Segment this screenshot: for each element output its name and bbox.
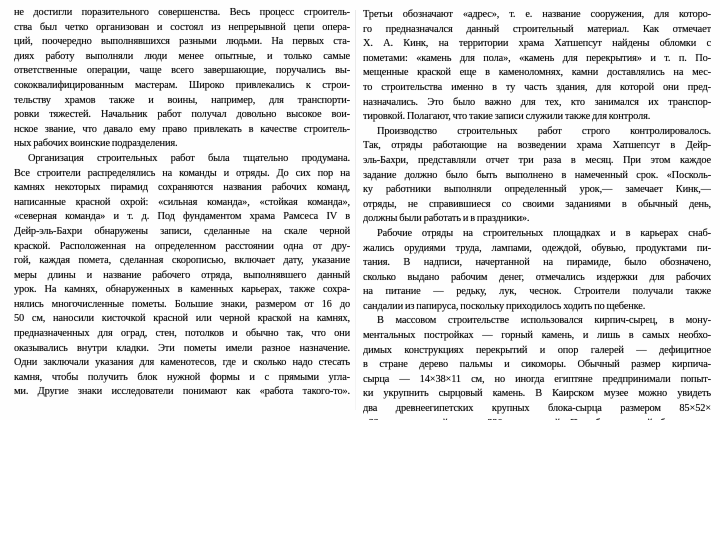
text-line: тировкой. Полагают, что такие записи служили также для контроля. bbox=[363, 111, 651, 123]
text-line: не достигли поразительного совершенства. Весь процесс строитель- bbox=[14, 7, 350, 18]
text-line: ства был четко организован и состоял из непрерывной цепи опера- bbox=[14, 21, 350, 33]
text-line: Третьи обозначают «адрес», т. е. название сооружения, для которо- bbox=[363, 9, 711, 20]
text-line: В массовом строительстве использовался кирпич-сырец, в мону- bbox=[377, 315, 711, 327]
text-line: на питание — редьку, лук, чеснок. Строители получали также bbox=[363, 286, 711, 298]
right-text-column bbox=[363, 8, 711, 446]
text-line: сколько выдано рабочим денег, отмечались издержки для рабочих bbox=[363, 271, 711, 283]
text-line: диях работу выполняли люди менее опытные, и только самые bbox=[14, 50, 350, 62]
text-line: написанные красной охрой: «сильная команда», «стойкая команда», bbox=[14, 196, 350, 208]
text-line: сандалии из папируса, поскольку приходилось ходить по щебенке. bbox=[363, 300, 646, 312]
text-line: эль-Бахри, представляли отчет три раза в месяц. При этом каждое bbox=[363, 154, 711, 166]
text-line: ментальных постройках — горный камень, и лишь в самых необхо- bbox=[363, 330, 711, 342]
text-line: ку работники выполняли определенный урок,— замечает Кинк,— bbox=[363, 184, 711, 196]
text-line: Одни заключали указания для каменотесов, где и сколько надо стесать bbox=[14, 357, 350, 369]
text-line: Так, отряды работающие на возведении храма Хатшепсут в Дейр- bbox=[363, 140, 711, 152]
text-line: отряды, не справившиеся со своими заданиями в обычный день, bbox=[363, 198, 711, 210]
text-line: камня, чтобы получить блок нужной формы и с прямыми угла- bbox=[14, 371, 350, 383]
text-line: ных рабочих воинские подразделения. bbox=[14, 138, 178, 150]
text-line: краской. Расположенная на определенном расстоянии одна от дру- bbox=[14, 240, 350, 252]
text-line: ми. Другие знаки исследователи понимают как «работа такого-то». bbox=[14, 386, 350, 398]
left-text-column bbox=[14, 6, 350, 400]
text-line: димых конструкциях перекрытий и опор галерей — дефицитное bbox=[363, 344, 711, 356]
column-gutter bbox=[355, 10, 356, 410]
text-line: в стране дерево пальмы и сикоморы. Обычный размер кирпича- bbox=[363, 359, 711, 371]
text-line: Все строители распределялись на команды и отряды. До сих пор на bbox=[14, 167, 350, 179]
text-line: тания. В надписи, начертанной на пирамиде, было обозначено, bbox=[363, 257, 711, 269]
text-line: оказывались внутри кладки. Эти пометы имели разное назначение. bbox=[14, 342, 350, 354]
text-line: меры длины и название рабочего отряда, выполнявшего данный bbox=[14, 269, 350, 281]
text-line: Организация строительных работ была тщательно продумана. bbox=[28, 152, 350, 164]
text-line: нялись многочисленные пометы. Большие знаки, размером от 16 до bbox=[14, 298, 350, 310]
text-line: задание должно было быть выполнено в намеченный срок. «Посколь- bbox=[363, 169, 711, 181]
text-line: ответственные операции, чаще всего завершающие, поручались вы- bbox=[14, 65, 350, 77]
text-line: ровки тяжестей. Начальник работ получал довольно высокое вои- bbox=[14, 109, 350, 121]
text-line: сырца — 14×38×11 см, но иногда египтяне предпринимали попыт- bbox=[363, 373, 711, 385]
empty-page-area bbox=[0, 420, 720, 540]
text-line: Дейр-эль-Бахри обнаружены записи, сделанные на скале черной bbox=[14, 225, 350, 237]
text-line: сококвалифицированным мастерам. Широко привлекались к строи- bbox=[14, 79, 350, 91]
text-line: пометами: «камень для пола», «камень для перекрытия» и т. п. По- bbox=[363, 52, 711, 64]
text-line: 50 см, наносили кисточкой красной или черной краской на камнях, bbox=[14, 313, 350, 325]
text-line: два древнеегипетских крупных блока-сырца размером 85×52× bbox=[363, 403, 711, 415]
text-line: нское звание, что давало ему право привлекать в качестве строитель- bbox=[14, 123, 350, 135]
text-line: ций, поочередно выполнявшихся разными людьми. На первых ста- bbox=[14, 36, 350, 48]
text-line: гой, каждая помета, сделанная скорописью, включает дату, указание bbox=[14, 255, 350, 267]
text-line: Производство строительных работ строго контролировалось. bbox=[377, 125, 711, 137]
text-line: жались орудиями труда, лампами, одеждой, обувью, продуктами пи- bbox=[363, 242, 711, 254]
text-line: предназначенных для оград, стен, потолков и обычно так, что они bbox=[14, 328, 350, 340]
text-line: Рабочие отряды на строительных площадках и в карьерах снаб- bbox=[377, 227, 711, 239]
text-line: «северная команда» и т. д. Под фундаментом храма Рамсеса IV в bbox=[14, 211, 350, 223]
text-line: мещенные краской еще в каменоломнях, камни доставлялись на мес- bbox=[363, 67, 711, 79]
text-line: го предназначался данный строительный материал. Как отмечает bbox=[363, 23, 711, 35]
text-line: ки укрупнить сырцовый камень. В Каирском музее можно увидеть bbox=[363, 388, 711, 400]
text-line: урок. На камнях, обнаруженных в каменных карьерах, также сохра- bbox=[14, 284, 350, 296]
text-line: камнях некоторых пирамид сохраняются названия рабочих команд, bbox=[14, 182, 350, 194]
text-line: то строительства именно в ту часть здания, для которой они пред- bbox=[363, 81, 711, 93]
text-line: тельству храмов также и воины, например, для транспорти- bbox=[14, 94, 350, 106]
text-line: назначались. Это было важно для тех, кто занимался их транспор- bbox=[363, 96, 711, 108]
text-line: должны были работать и в праздники». bbox=[363, 213, 530, 225]
text-line: Х. А. Кинк, на территории храма Хатшепсут найдены обломки с bbox=[363, 38, 711, 50]
